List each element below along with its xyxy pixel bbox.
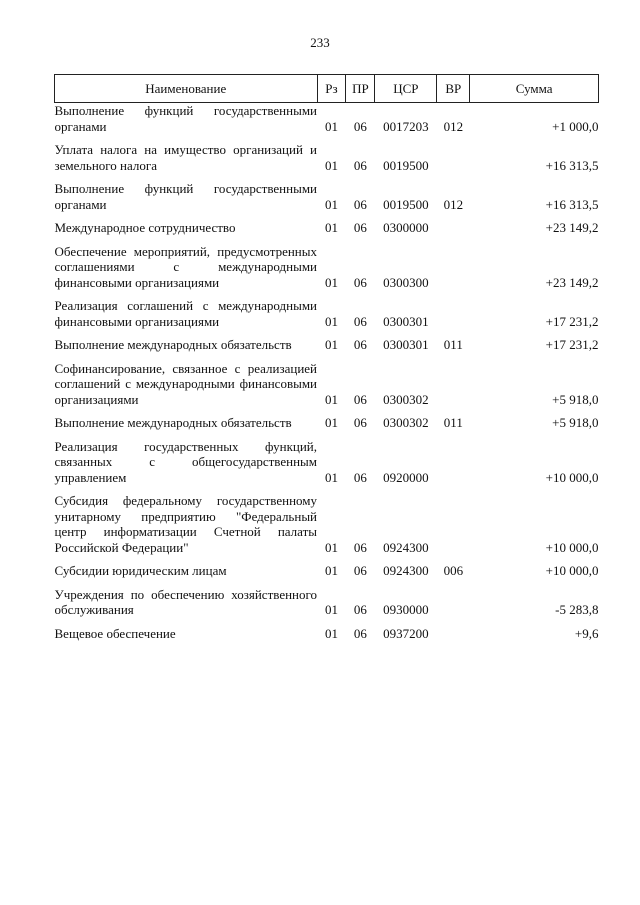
row-csr: 0300302 [383, 415, 429, 430]
row-pr: 06 [353, 220, 367, 235]
row-sum: +17 231,2 [545, 313, 599, 329]
row-sum: +5 918,0 [552, 415, 599, 430]
row-sum: +5 918,0 [552, 391, 599, 407]
row-name: Реализация государственных функций, связанных с общегосударственным управлением [54, 438, 318, 485]
row-pr: 06 [353, 274, 367, 290]
row-name: Выполнение международных обязательств [54, 415, 292, 430]
row-csr: 0920000 [383, 469, 429, 485]
row-csr: 0300000 [383, 220, 429, 235]
row-name: Субсидии юридическим лицам [54, 563, 227, 578]
row-rz: 01 [324, 118, 338, 134]
row-csr: 0300301 [383, 313, 429, 329]
table-row [55, 181, 599, 220]
row-vr [437, 626, 470, 650]
row-sum: +10 000,0 [545, 469, 599, 485]
table-row [55, 298, 599, 337]
row-vr: 011 [443, 337, 463, 352]
row-vr: 012 [443, 196, 464, 212]
row-name: Выполнение международных обязательств [54, 337, 292, 352]
row-rz: 01 [324, 563, 338, 578]
header-sum: Сумма [470, 75, 599, 103]
row-name: Реализация соглашений с международными финансовыми организациями [54, 298, 318, 329]
row-csr: 0300301 [383, 337, 429, 352]
table-row [55, 103, 599, 143]
table-row [55, 337, 599, 361]
row-rz: 01 [324, 220, 338, 235]
row-sum: +23 149,2 [545, 220, 599, 235]
row-name: Субсидия федеральному государственному унитарному предприятию "Федеральный центр информатизации Счетной палаты Российской Федерации" [54, 493, 318, 555]
row-pr: 06 [353, 313, 367, 329]
row-vr [437, 361, 470, 416]
row-name: Выполнение функций государственными органами [54, 103, 318, 134]
row-rz: 01 [324, 196, 338, 212]
row-rz: 01 [324, 625, 338, 641]
row-rz: 01 [324, 313, 338, 329]
table-row [55, 439, 599, 494]
header-csr: ЦСР [375, 75, 437, 103]
row-vr [437, 298, 470, 337]
row-csr: 0300302 [383, 391, 429, 407]
table-row [55, 626, 599, 650]
row-rz: 01 [324, 337, 338, 352]
row-csr: 0019500 [383, 196, 429, 212]
row-pr: 06 [353, 602, 367, 617]
header-rz: Рз [317, 75, 346, 103]
table-row [55, 415, 599, 439]
budget-table [54, 74, 599, 649]
row-rz: 01 [324, 415, 338, 430]
row-csr: 0924300 [383, 539, 429, 555]
header-name: Наименование [55, 75, 318, 103]
header-pr: ПР [346, 75, 375, 103]
row-pr: 06 [353, 539, 367, 555]
row-csr: 0019500 [383, 157, 429, 173]
row-sum: -5 283,8 [555, 602, 599, 617]
row-pr: 06 [353, 196, 367, 212]
row-pr: 06 [353, 469, 367, 485]
row-sum: +16 313,5 [545, 196, 599, 212]
row-rz: 01 [324, 157, 338, 173]
row-rz: 01 [324, 602, 338, 617]
row-pr: 06 [353, 157, 367, 173]
row-vr: 011 [443, 415, 463, 430]
row-rz: 01 [324, 274, 338, 290]
row-rz: 01 [324, 391, 338, 407]
row-csr: 0930000 [383, 602, 429, 617]
table-row [55, 587, 599, 626]
row-vr: 006 [443, 563, 464, 578]
row-vr: 012 [443, 118, 464, 134]
row-sum: +1 000,0 [552, 118, 599, 134]
row-pr: 06 [353, 415, 367, 430]
page-number: 233 [310, 35, 330, 50]
row-vr [437, 142, 470, 181]
row-csr: 0937200 [383, 625, 429, 641]
row-vr [437, 493, 470, 563]
row-name: Обеспечение мероприятий, предусмотренных соглашениями с международными финансовыми организациями [54, 243, 318, 290]
row-pr: 06 [353, 625, 367, 641]
table-row [55, 244, 599, 299]
row-name: Вещевое обеспечение [54, 625, 176, 641]
row-name: Международное сотрудничество [54, 220, 236, 235]
row-name: Софинансирование, связанное с реализацией соглашений с международными финансовыми организациями [54, 360, 318, 407]
row-rz: 01 [324, 539, 338, 555]
row-sum: +9,6 [574, 625, 599, 641]
table-header-row [55, 75, 599, 103]
row-csr: 0300300 [383, 274, 429, 290]
row-sum: +23 149,2 [545, 274, 599, 290]
row-sum: +16 313,5 [545, 157, 599, 173]
row-pr: 06 [353, 563, 367, 578]
table-row [55, 142, 599, 181]
row-csr: 0924300 [383, 563, 429, 578]
row-rz: 01 [324, 469, 338, 485]
row-vr [437, 220, 470, 244]
row-name: Уплата налога на имущество организаций и земельного налога [54, 142, 318, 173]
row-pr: 06 [353, 118, 367, 134]
row-sum: +17 231,2 [545, 337, 599, 352]
row-name: Учреждения по обеспечению хозяйственного обслуживания [54, 586, 318, 617]
table-row [55, 220, 599, 244]
table-row [55, 493, 599, 563]
header-vr: ВР [437, 75, 470, 103]
row-sum: +10 000,0 [545, 539, 599, 555]
row-csr: 0017203 [383, 118, 429, 134]
row-vr [437, 439, 470, 494]
row-vr [437, 244, 470, 299]
row-sum: +10 000,0 [545, 563, 599, 578]
row-pr: 06 [353, 391, 367, 407]
table-row [55, 563, 599, 587]
row-pr: 06 [353, 337, 367, 352]
row-vr [437, 587, 470, 626]
table-row [55, 361, 599, 416]
row-name: Выполнение функций государственными органами [54, 181, 318, 212]
